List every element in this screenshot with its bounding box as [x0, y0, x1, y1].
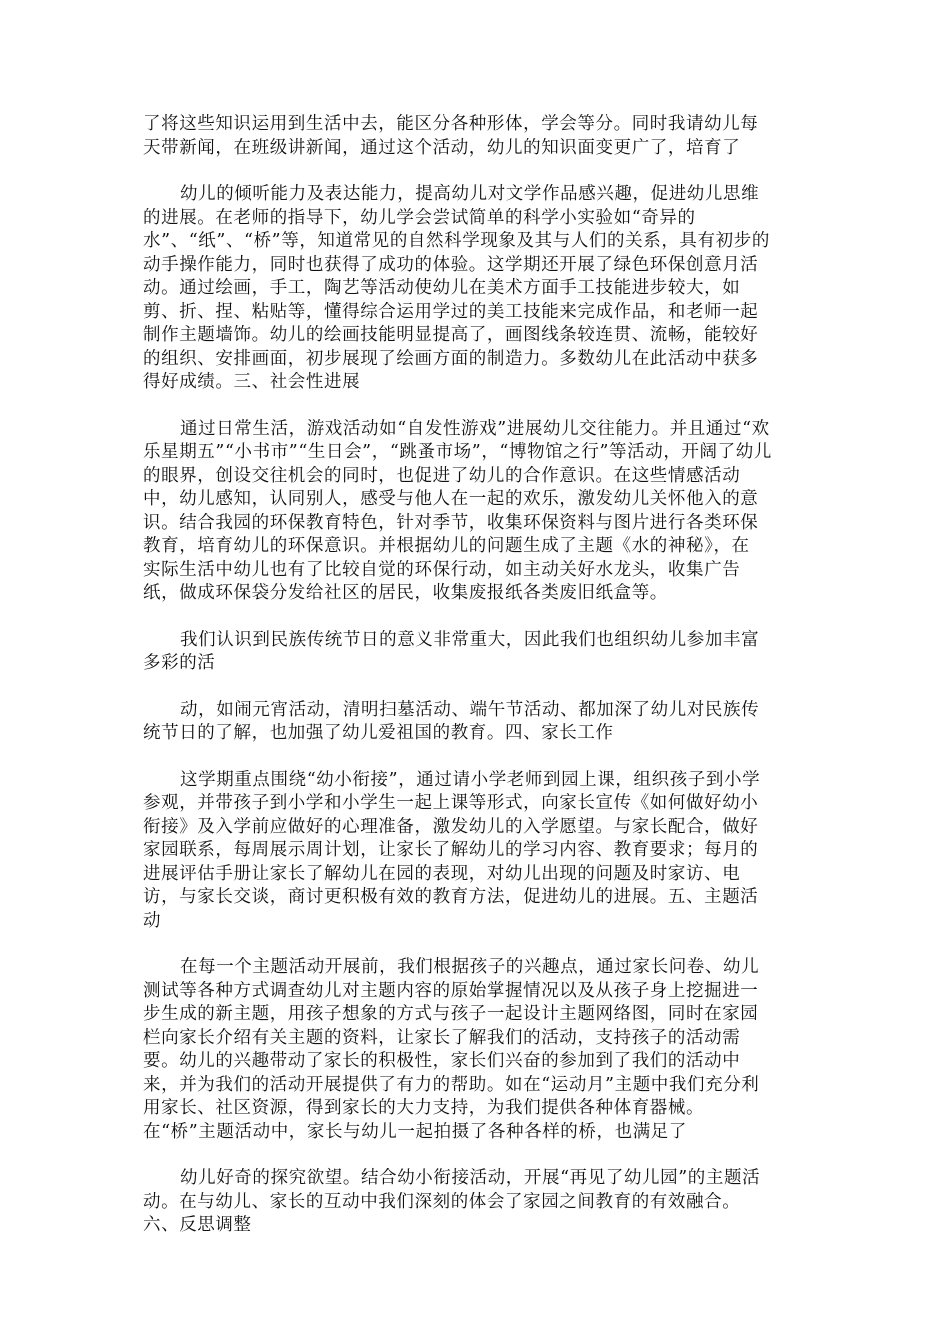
text-line: 这学期重点围绕“幼小衔接”，通过请小学老师到园上课，组织孩子到小学 — [180, 769, 761, 790]
text-line: 乐星期五”“小书市”“生日会”，“跳蚤市场”，“博物馆之行”等活动，开阔了幼儿 — [143, 442, 772, 462]
text-line: 测试等各种方式调查幼儿对主题内容的原始掌握情况以及从孩子身上挖掘进一 — [143, 980, 759, 1001]
text-line: 统节日的了解，也加强了幼儿爱祖国的教育。四、家长工作 — [143, 723, 614, 743]
text-line: 访，与家长交谈，商讨更积极有效的教育方法，促进幼儿的进展。五、主题活 — [143, 887, 759, 907]
paragraph-1 — [143, 113, 803, 160]
text-line: 幼儿好奇的探究欲望。结合幼小衔接活动，开展“再见了幼儿园”的主题活 — [180, 1168, 761, 1188]
text-line: 教育，培育幼儿的环保意识。并根据幼儿的问题生成了主题《水的神秘》，在 — [143, 536, 750, 556]
text-line: 实际生活中幼儿也有了比较自觉的环保行动，如主动关好水龙头，收集广告 — [143, 559, 741, 580]
paragraph-3 — [143, 418, 803, 606]
text-line: 来，并为我们的活动开展提供了有力的帮助。如在“运动月”主题中我们充分利 — [143, 1074, 760, 1095]
text-line: 在“桥”主题活动中，家长与幼儿一起拍摄了各种各样的桥，也满足了 — [143, 1121, 687, 1142]
paragraph-4 — [143, 629, 803, 676]
text-line: 进展评估手册让家长了解幼儿在园的表现，对幼儿出现的问题及时家访、电 — [143, 863, 741, 884]
text-line: 六、反思调整 — [143, 1215, 252, 1235]
paragraph-7 — [143, 956, 803, 1144]
text-line: 的组织、安排画面，初步展现了绘画方面的制造力。多数幼儿在此活动中获多 — [143, 348, 759, 369]
text-line: 我们认识到民族传统节日的意义非常重大，因此我们也组织幼儿参加丰富 — [180, 629, 760, 650]
text-line: 衔接》及入学前应做好的心理准备，激发幼儿的入学愿望。与家长配合，做好 — [143, 816, 759, 837]
text-line: 识。结合我园的环保教育特色，针对季节，收集环保资料与图片进行各类环保 — [143, 512, 759, 533]
text-line: 多彩的活 — [143, 653, 216, 673]
text-line: 了将这些知识运用到生活中去，能区分各种形体，学会等分。同时我请幼儿每 — [143, 114, 759, 134]
text-line: 动，如闹元宵活动，清明扫墓活动、端午节活动、都加深了幼儿对民族传 — [180, 699, 760, 720]
text-line: 幼儿的倾听能力及表达能力，提高幼儿对文学作品感兴趣，促进幼儿思维 — [180, 184, 760, 204]
text-line: 用家长、社区资源，得到家长的大力支持，为我们提供各种体育器械。 — [143, 1098, 705, 1118]
text-line: 得好成绩。三、社会性进展 — [143, 372, 361, 392]
document-page — [143, 113, 803, 1238]
text-line: 中，幼儿感知，认同别人，感受与他人在一起的欢乐，激发幼儿关怀他入的意 — [143, 489, 759, 509]
text-line: 参观，并带孩子到小学和小学生一起上课等形式，向家长宣传《如何做好幼小 — [143, 793, 759, 813]
text-line: 纸，做成环保袋分发给社区的居民，收集废报纸各类废旧纸盒等。 — [143, 583, 668, 603]
text-line: 的眼界，创设交往机会的同时，也促进了幼儿的合作意识。在这些情感活动 — [143, 465, 741, 486]
text-line: 动。通过绘画，手工，陶艺等活动使幼儿在美术方面手工技能进步较大，如 — [143, 278, 741, 298]
text-line: 天带新闻，在班级讲新闻，通过这个活动，幼儿的知识面变更广了，培育了 — [143, 137, 741, 158]
text-line: 家园联系，每周展示周计划，让家长了解幼儿的学习内容、教育要求；每月的 — [143, 840, 759, 860]
text-line: 动。在与幼儿、家长的互动中我们深刻的体会了家园之间教育的有效融合。 — [143, 1191, 741, 1212]
text-line: 栏向家长介绍有关主题的资料，让家长了解我们的活动，支持孩子的活动需 — [143, 1027, 741, 1048]
text-line: 水”、“纸”、“桥”等，知道常见的自然科学现象及其与人们的关系，具有初步的 — [143, 231, 770, 251]
paragraph-6 — [143, 769, 803, 934]
text-line: 要。幼儿的兴趣带动了家长的积极性，家长们兴奋的参加到了我们的活动中 — [143, 1051, 741, 1071]
paragraph-5 — [143, 699, 803, 746]
text-line: 动手操作能力，同时也获得了成功的体验。这学期还开展了绿色环保创意月活 — [143, 254, 759, 275]
text-line: 动 — [143, 910, 162, 931]
text-line: 通过日常生活，游戏活动如“自发性游戏”进展幼儿交往能力。并且通过“欢 — [180, 418, 770, 439]
text-line: 剪、折、捏、粘贴等，懂得综合运用学过的美工技能来完成作品，和老师一起 — [143, 301, 759, 322]
text-line: 步生成的新主题，用孩子想象的方式与孩子一起设计主题网络图，同时在家园 — [143, 1004, 759, 1024]
text-line: 的进展。在老师的指导下，幼儿学会尝试简单的科学小实验如“奇异的 — [143, 207, 696, 228]
text-line: 在每一个主题活动开展前，我们根据孩子的兴趣点，通过家长问卷、幼儿 — [180, 957, 760, 977]
text-line: 制作主题墙饰。幼儿的绘画技能明显提高了，画图线条较连贯、流畅，能较好 — [143, 325, 759, 345]
paragraph-2 — [143, 183, 803, 395]
paragraph-8 — [143, 1167, 803, 1238]
